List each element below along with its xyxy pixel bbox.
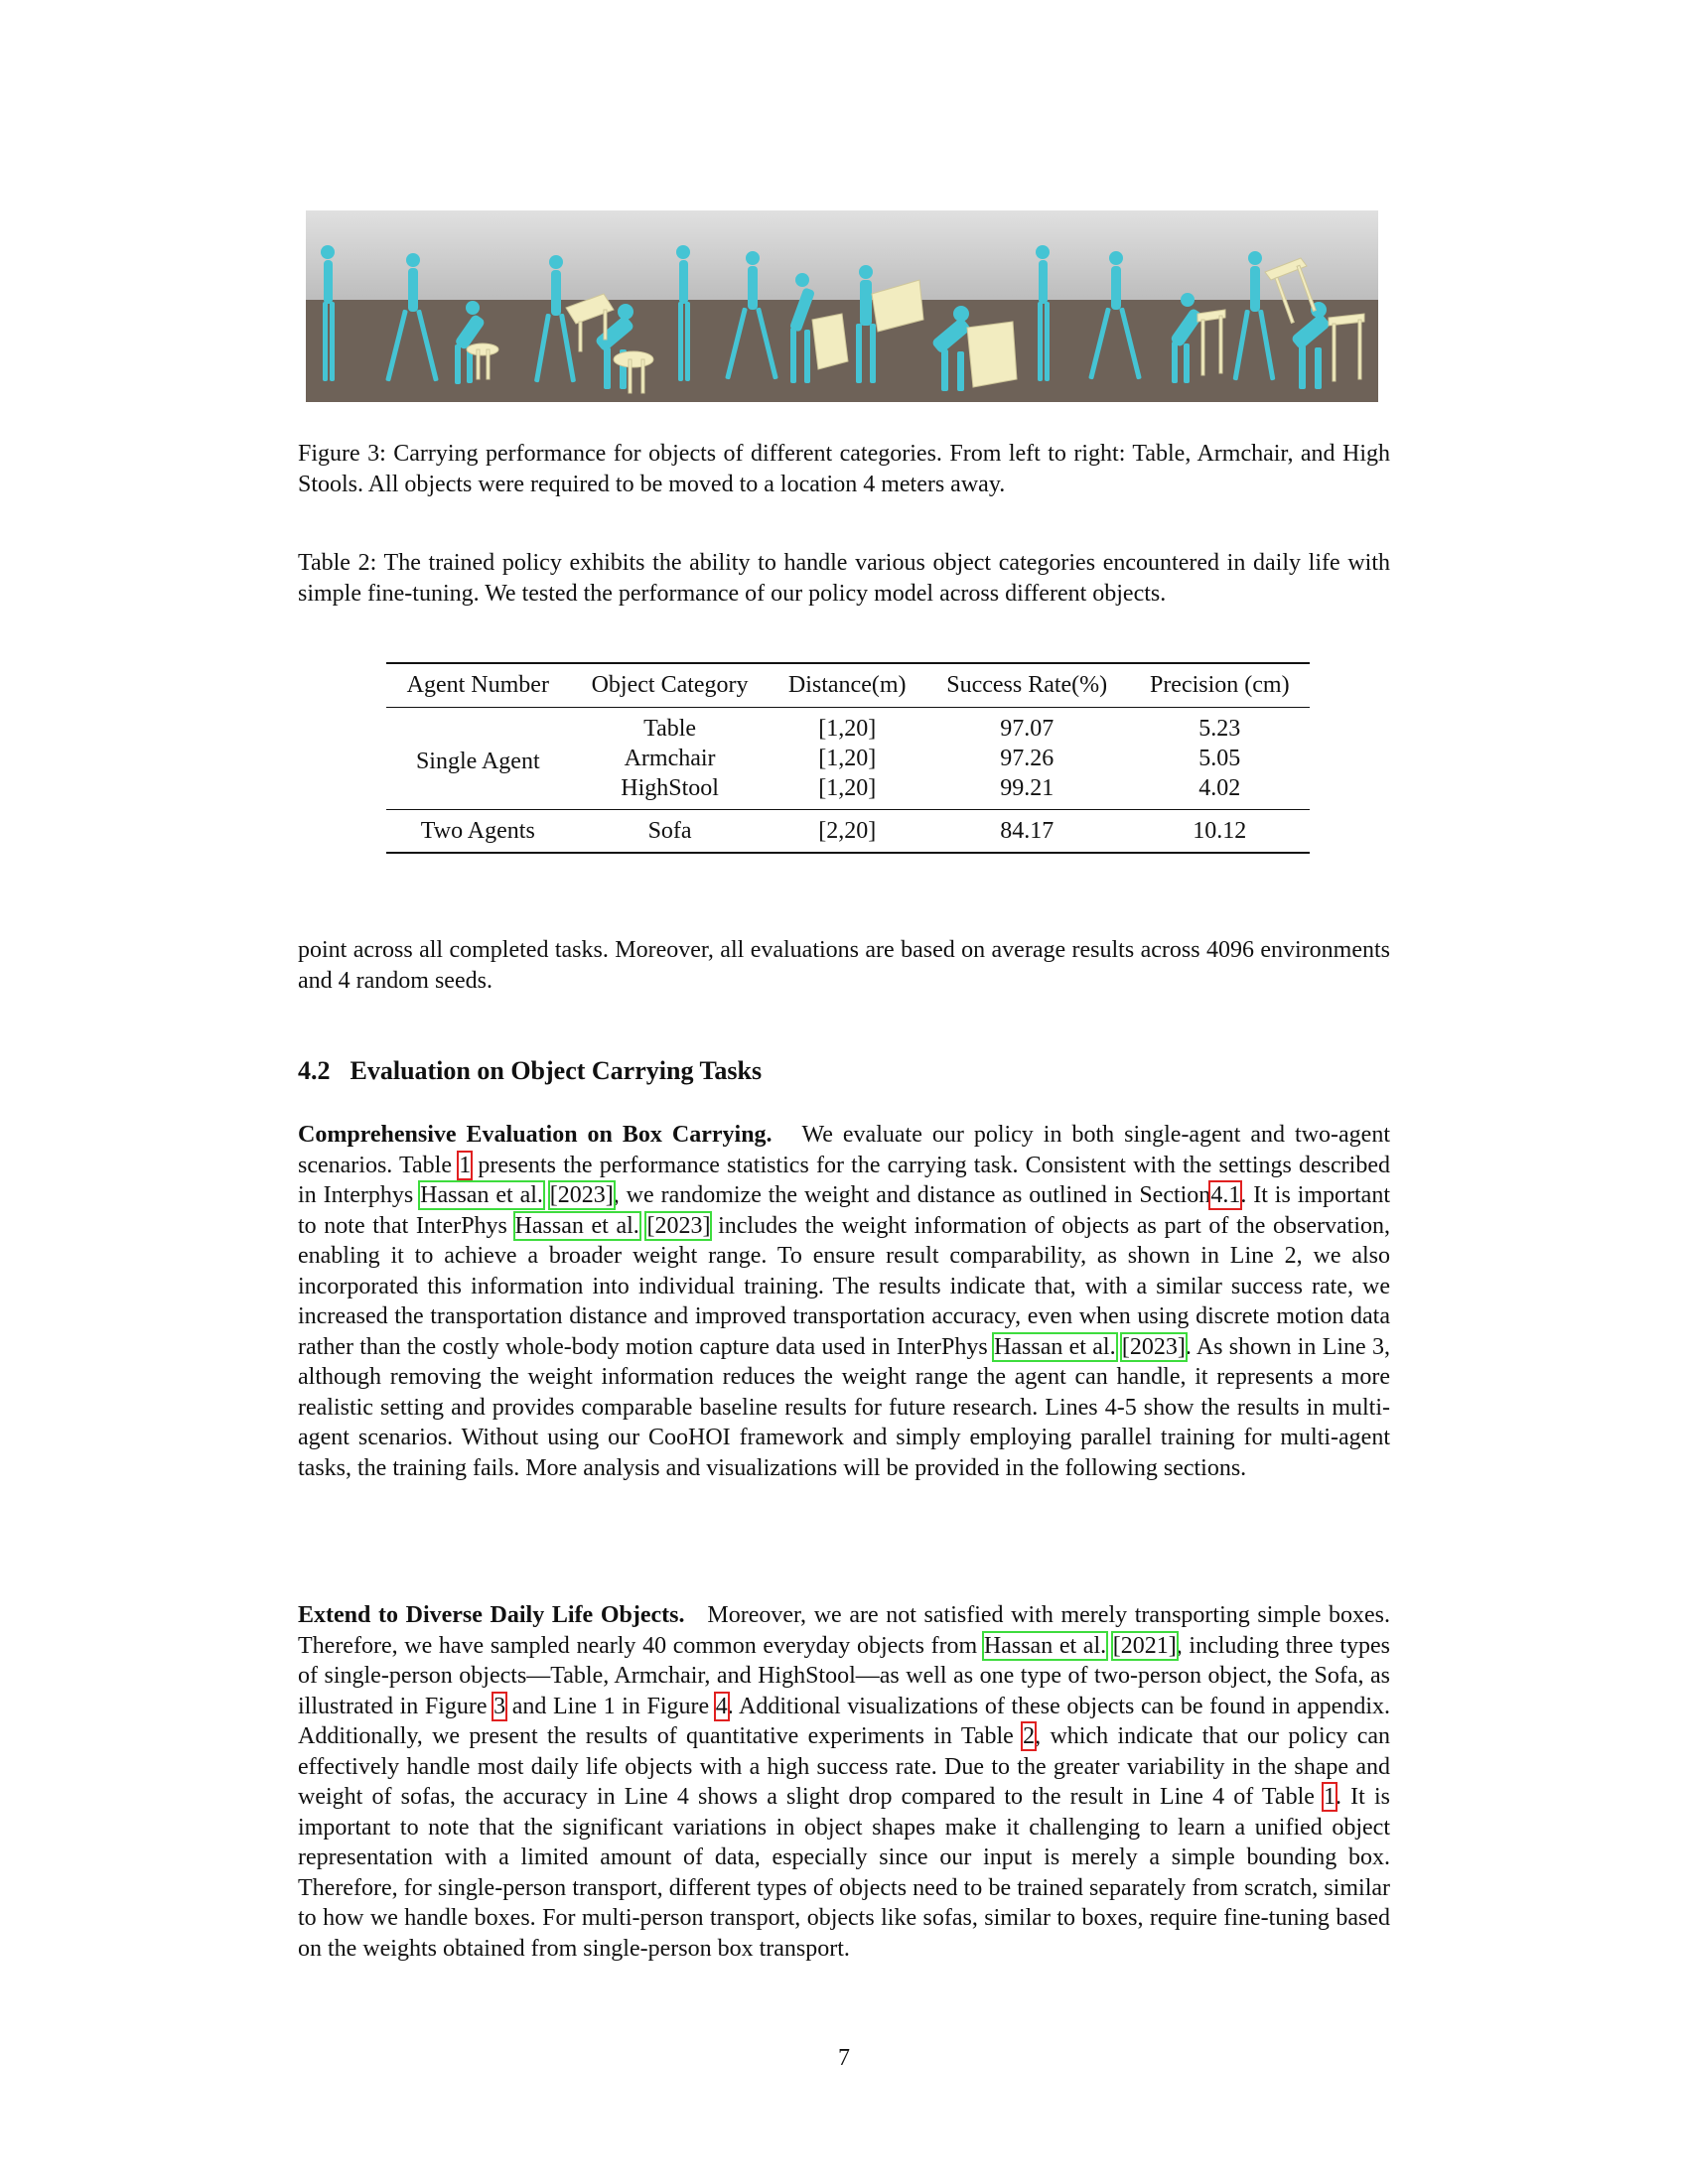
two-agents-label: Two Agents	[386, 810, 570, 854]
table-cell: 84.17	[924, 810, 1130, 854]
text: , which indicate that our policy can effectively handle most daily life objects with a high success rate. Due to the greater variability in the shape and weight of sofas, the accuracy in Line 4 shows a slight drop compared to the result in Line 4 of Table	[298, 1723, 1390, 1810]
text: . It is important to note that InterPhys	[298, 1182, 1391, 1239]
header-object-category: Object Category	[570, 663, 771, 708]
table-cell: [1,20]	[818, 716, 877, 742]
single-agent-label: Single Agent	[415, 749, 540, 774]
text: Moreover, we are not satisfied with merely transporting simple boxes. Therefore, we have sampled nearly 40 common everyday objects from	[298, 1602, 1390, 1659]
table-1-ref-link[interactable]: 1	[1324, 1784, 1336, 1810]
figure-panel-table	[306, 210, 663, 402]
table-cell: 97.07	[1000, 716, 1055, 742]
highstool-carrying-render	[1021, 210, 1378, 402]
figure-panel-armchair	[663, 210, 1021, 402]
table-row	[386, 708, 1310, 745]
paragraph-heading: Extend to Diverse Daily Life Objects.	[298, 1602, 685, 1628]
header-success-rate: Success Rate(%)	[924, 663, 1130, 708]
section-ref-link[interactable]: 4.1	[1210, 1182, 1241, 1208]
text: , we randomize the weight and distance as outlined in Section	[613, 1182, 1211, 1208]
table-cell: 4.02	[1198, 775, 1241, 801]
citation-link[interactable]: Hassan et al.	[994, 1333, 1116, 1360]
page-number: 7	[838, 2045, 850, 2071]
table-1-ref-link[interactable]: 1	[459, 1152, 472, 1178]
figure-4-ref-link[interactable]: 4	[715, 1693, 728, 1719]
citation-year-link[interactable]: [2023]	[1121, 1333, 1186, 1360]
text: presents the performance statistics for the carrying task. Consistent with the settings described in Interphys	[298, 1152, 1390, 1208]
paragraph-box-carrying	[298, 1120, 1390, 1483]
figure-3	[306, 210, 1378, 402]
header-precision: Precision (cm)	[1130, 663, 1310, 708]
figure-3-ref-link[interactable]: 3	[493, 1693, 506, 1719]
text: . Additional visualizations of these objects can be found in appendix. Additionally, we present the results of quantitative experiments in Table	[298, 1693, 1391, 1749]
table-cell: [1,20]	[818, 775, 877, 801]
table-cell: 5.23	[1198, 716, 1241, 742]
text: . As shown in Line 3, although removing the weight information reduces the weight range the agent can handle, it represents a more realistic setting and provides comparable baseline results for future research. Lines 4-5 show the results in multi-agent scenarios. Without using our CooHOI framework and simply employing parallel training for multi-agent tasks, the training fails. More analysis and visualizations will be provided in the following sections.	[298, 1333, 1390, 1481]
table-2	[386, 662, 1310, 854]
header-agent-number: Agent Number	[386, 663, 570, 708]
table-cell: 10.12	[1130, 810, 1310, 854]
table-row	[386, 810, 1310, 854]
continued-paragraph: point across all completed tasks. Moreover, all evaluations are based on average results across 4096 environments and 4 random seeds.	[298, 937, 1390, 994]
section-number: 4.2	[298, 1056, 331, 1085]
table-cell: [1,20]	[818, 746, 877, 771]
citation-year-link[interactable]: [2023]	[549, 1182, 614, 1208]
text: and Line 1 in Figure	[505, 1693, 716, 1719]
table-cell: Armchair	[624, 746, 716, 771]
table-cell: 99.21	[1000, 775, 1055, 801]
section-heading	[298, 1056, 762, 1086]
citation-link[interactable]: Hassan et al.	[983, 1632, 1107, 1659]
text: , including three types of single-person objects—Table, Armchair, and HighStool—as well as one type of two-person object, the Sofa, as illustrated in Figure	[298, 1632, 1391, 1719]
text: includes the weight information of objects as part of the observation, enabling it to achieve a broader weight range. To ensure result comparability, as shown in Line 2, we also incorporated this information into individual training. The results indicate that, with a similar success rate, we increased the transportation distance and improved transportation accuracy, even when using discrete motion data rather than the costly whole-body motion capture data used in InterPhys	[298, 1212, 1391, 1360]
text: We evaluate our policy in both single-agent and two-agent scenarios. Table	[298, 1122, 1391, 1178]
citation-link[interactable]: Hassan et al.	[420, 1182, 543, 1208]
table-header-row	[386, 663, 1310, 708]
text: . It is important to note that the significant variations in object shapes make it challenging to learn a unified object representation with a limited amount of data, especially since our input is merely a simple bounding box. Therefore, for single-person transport, different types of objects need to be trained separately from scratch, similar to how we handle boxes. For multi-person transport, objects like sofas, similar to boxes, require fine-tuning based on the weights obtained from single-person box transport.	[298, 1784, 1390, 1962]
table-carrying-render	[306, 210, 663, 402]
table-2-caption: Table 2: The trained policy exhibits the ability to handle various object categories encountered in daily life with simple fine-tuning. We tested the performance of our policy model across different objects.	[298, 550, 1390, 607]
table-cell: 97.26	[1000, 746, 1055, 771]
table-cell: 5.05	[1198, 746, 1241, 771]
citation-year-link[interactable]: [2023]	[646, 1212, 711, 1239]
table-cell: Table	[643, 716, 697, 742]
header-distance: Distance(m)	[771, 663, 924, 708]
armchair-carrying-render	[663, 210, 1021, 402]
paragraph-daily-life-objects	[298, 1600, 1390, 1964]
citation-link[interactable]: Hassan et al.	[514, 1212, 639, 1239]
table-2-ref-link[interactable]: 2	[1023, 1723, 1036, 1749]
figure-panel-highstool	[1021, 210, 1378, 402]
table-cell: Sofa	[570, 810, 771, 854]
table-cell: [2,20]	[771, 810, 924, 854]
section-title: Evaluation on Object Carrying Tasks	[350, 1056, 763, 1085]
citation-year-link[interactable]: [2021]	[1112, 1632, 1177, 1659]
paragraph-heading: Comprehensive Evaluation on Box Carrying.	[298, 1122, 773, 1148]
figure-3-caption: Figure 3: Carrying performance for objects of different categories. From left to right: Table, Armchair, and High Stools. All objects were required to be moved to a location 4 meters away.	[298, 441, 1390, 497]
table-cell: HighStool	[621, 775, 719, 801]
